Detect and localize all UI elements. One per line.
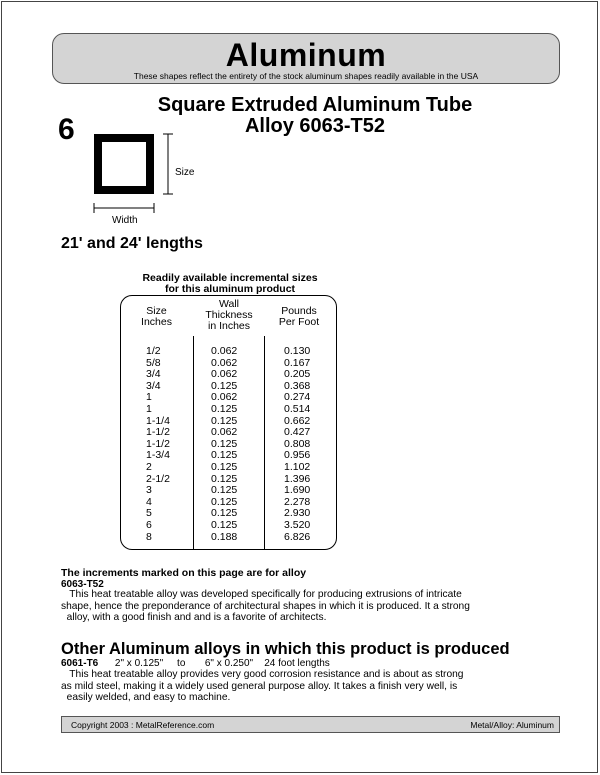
table-cell-wall-thickness: 0.125 (211, 437, 238, 450)
alloy-description: This heat treatable alloy was developed specifically for producing extrusions of intricate shape, hence the preponderance of architectural shapes in which it is produced. It a strong alloy, with a good finish and and is a favorite of architects. (61, 589, 470, 623)
table-cell-wall-thickness: 0.125 (211, 379, 238, 392)
square-tube-diagram (86, 128, 216, 228)
copyright-text: Copyright 2003 : MetalReference.com (71, 720, 215, 730)
table-cell-wall-thickness: 0.125 (211, 519, 238, 531)
table-cell-pounds-per-foot: 0.662 (284, 414, 311, 427)
table-cell-size: 1-1/2 (146, 437, 170, 450)
table-cell-pounds-per-foot: 3.520 (284, 519, 311, 531)
table-cell-wall-thickness: 0.125 (211, 472, 238, 485)
table-cell-pounds-per-foot: 0.427 (284, 426, 311, 439)
table-cell-pounds-per-foot: 0.368 (284, 379, 311, 392)
table-cell-wall-thickness: 0.125 (211, 414, 238, 427)
product-title: Square Extruded Aluminum Tube (157, 94, 473, 116)
table-cell-pounds-per-foot: 0.130 (284, 345, 311, 357)
width-label: Width (112, 215, 138, 226)
alloy-code: 6063-T52 (61, 579, 104, 590)
available-lengths: 21' and 24' lengths (61, 235, 203, 252)
section-number: 6 (58, 113, 75, 146)
table-caption: Readily available incremental sizes (142, 272, 318, 284)
table-cell-size: 3/4 (146, 368, 161, 381)
footer-category: Metal/Alloy: Aluminum (470, 720, 554, 730)
header-pounds-per-foot: Pounds Per Foot (278, 305, 320, 328)
table-cell-size: 8 (146, 530, 152, 543)
table-cell-size: 4 (146, 495, 152, 508)
alloy-note-title: The increments marked on this page are for alloy (61, 567, 307, 579)
table-cell-wall-thickness: 0.125 (211, 484, 238, 497)
table-cell-pounds-per-foot: 0.167 (284, 356, 311, 369)
table-cell-wall-thickness: 0.188 (211, 530, 238, 543)
table-cell-size: 1-1/2 (146, 426, 170, 439)
other-alloys-title: Other Aluminum alloys in which this product is produced (61, 640, 510, 658)
other-alloy-sizes: 2" x 0.125" to 6" x 0.250" 24 foot lengths (98, 658, 330, 669)
table-cell-pounds-per-foot: 1.396 (284, 472, 311, 485)
table-cell-pounds-per-foot: 1.690 (284, 484, 311, 497)
footer-bar (61, 716, 560, 733)
table-cell-pounds-per-foot: 0.808 (284, 437, 311, 450)
table-cell-pounds-per-foot: 0.205 (284, 368, 311, 381)
table-cell-size: 1-1/4 (146, 414, 170, 427)
table-cell-size: 5/8 (146, 356, 161, 369)
table-cell-size: 1-3/4 (146, 449, 170, 462)
page-title: Aluminum (225, 37, 387, 73)
other-alloy-code: 6061-T6 (61, 658, 99, 669)
table-cell-wall-thickness: 0.062 (211, 391, 238, 404)
table-cell-size: 1 (146, 391, 152, 404)
page-subtitle: These shapes reflect the entirety of the stock aluminum shapes readily available in the USA (133, 71, 479, 81)
table-cell-wall-thickness: 0.062 (211, 368, 238, 381)
table-cell-size: 3 (146, 484, 152, 497)
table-cell-pounds-per-foot: 2.930 (284, 507, 311, 520)
table-cell-wall-thickness: 0.125 (211, 507, 238, 520)
table-cell-size: 6 (146, 519, 152, 531)
table-cell-wall-thickness: 0.125 (211, 495, 238, 508)
other-alloy-spec (61, 658, 330, 669)
table-cell-size: 5 (146, 507, 152, 520)
table-cell-wall-thickness: 0.125 (211, 449, 238, 462)
table-cell-size: 2 (146, 461, 152, 473)
table-cell-size: 3/4 (146, 379, 161, 392)
product-alloy-title: Alloy 6063-T52 (244, 115, 386, 137)
table-cell-pounds-per-foot: 2.278 (284, 495, 311, 508)
table-cell-pounds-per-foot: 0.956 (284, 449, 311, 462)
table-caption-sub: for this aluminum product (164, 283, 296, 295)
header-wall-thickness: Wall Thickness in Inches (205, 298, 253, 332)
table-cell-size: 1/2 (146, 345, 161, 357)
table-cell-size: 1 (146, 403, 152, 415)
column-divider (264, 336, 265, 549)
header-banner (52, 33, 560, 84)
table-cell-pounds-per-foot: 0.514 (284, 403, 311, 415)
table-cell-wall-thickness: 0.125 (211, 461, 238, 473)
size-label: Size (175, 167, 195, 178)
table-cell-pounds-per-foot: 1.102 (284, 461, 311, 473)
table-cell-wall-thickness: 0.062 (211, 426, 238, 439)
column-divider (193, 336, 194, 549)
table-cell-pounds-per-foot: 0.274 (284, 391, 311, 404)
table-cell-size: 2-1/2 (146, 472, 170, 485)
table-cell-wall-thickness: 0.062 (211, 356, 238, 369)
table-cell-wall-thickness: 0.062 (211, 345, 238, 357)
header-size: Size Inches (141, 305, 172, 328)
table-cell-pounds-per-foot: 6.826 (284, 530, 311, 543)
table-cell-wall-thickness: 0.125 (211, 403, 238, 415)
other-alloy-description: This heat treatable alloy provides very good corrosion resistance and is about as strong as mild steel, making it a widely used general purpose alloy. It takes a finish very well, is easily welded, and easy to machine. (61, 669, 464, 703)
tube-inner (102, 142, 146, 186)
